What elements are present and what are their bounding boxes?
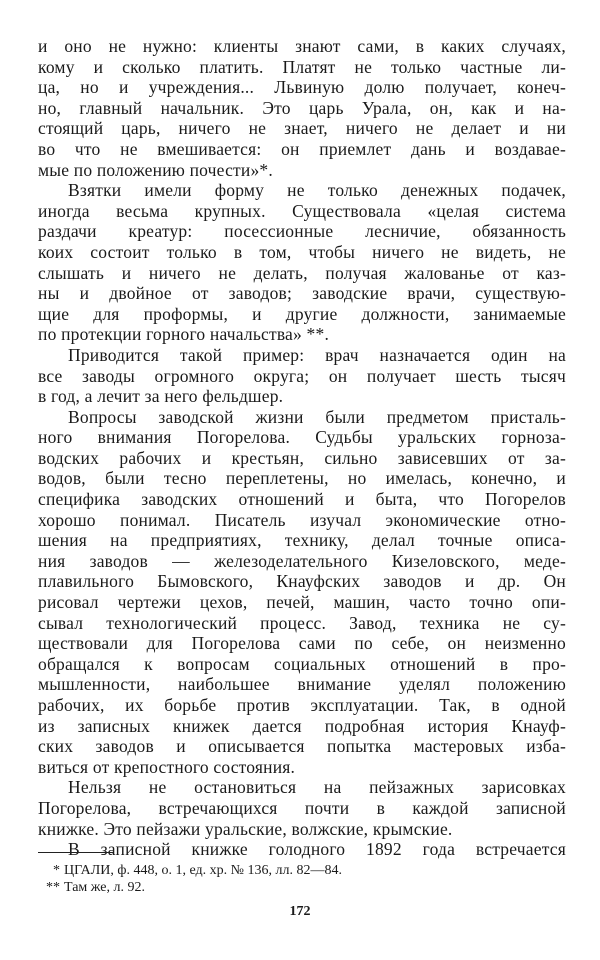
text-line: все заводы огромного округа; он получает шесть тысяч xyxy=(38,365,566,386)
text-line: плавильного Бымовского, Кнауфских заводов и др. Он xyxy=(38,571,566,592)
text-line: ного внимания Погорелова. Судьбы уральских горноза- xyxy=(38,427,566,448)
text-line: ны и двойное от заводов; заводские врачи, существую- xyxy=(38,283,566,304)
text-line: Нельзя не остановиться на пейзажных зарисовках xyxy=(68,777,566,798)
text-line: мышленности, наибольшее внимание уделял положению xyxy=(38,674,566,695)
text-line: обращался к вопросам социальных отношений в про- xyxy=(38,653,566,674)
text-line: рисовал чертежи цехов, печей, машин, часто точно опи- xyxy=(38,592,566,613)
text-line: слышать и ничего не делать, получая жалованье от каз- xyxy=(38,262,566,283)
text-line: коих состоит только в том, чтобы ничего не видеть, не xyxy=(38,241,566,262)
paragraph xyxy=(38,180,566,345)
footnote xyxy=(38,863,342,880)
paragraph xyxy=(38,36,566,180)
text-line: ца, но и учреждения... Львиную долю получает, конеч- xyxy=(38,77,566,98)
text-line: виться от крепостного состояния. xyxy=(38,756,296,777)
paragraph xyxy=(38,345,566,407)
text-line: кому и сколько платить. Платят не только частные ли- xyxy=(38,56,566,77)
text-line: В записной книжке голодного 1892 года встречается xyxy=(68,839,566,860)
footnotes xyxy=(38,863,342,896)
text-line: Взятки имели форму не только денежных подачек, xyxy=(68,180,566,201)
text-line: в год, а лечит за него фельдшер. xyxy=(38,386,284,407)
text-line: стоящий царь, ничего не знает, ничего не делает и ни xyxy=(38,118,566,139)
text-line: специфика заводских отношений и быта, что Погорелов xyxy=(38,489,566,510)
text-line: ских заводов и описывается попытка мастеровых изба- xyxy=(38,736,566,757)
footnote-divider xyxy=(38,852,113,853)
footnote xyxy=(38,880,342,897)
text-line: раздачи креатур: посессионные лесничие, обязанность xyxy=(38,221,566,242)
text-line: водских рабочих и крестьян, сильно зависевших от за- xyxy=(38,447,566,468)
text-line: мые по положению почести»*. xyxy=(38,159,273,180)
footnote-mark: ** xyxy=(46,879,60,895)
text-line: сывал технологический процесс. Завод, техника не су- xyxy=(38,612,566,633)
text-line: книжке. Это пейзажи уральские, волжские, крымские. xyxy=(38,818,453,839)
footnote-mark: * xyxy=(53,863,60,878)
page-number: 172 xyxy=(289,904,311,919)
paragraph xyxy=(38,777,566,839)
text-line: Погорелова, встречающихся почти в каждой записной xyxy=(38,797,566,818)
text-line: Вопросы заводской жизни были предметом присталь- xyxy=(68,406,566,427)
text-line: ществовали для Погорелова сами по себе, он неизменно xyxy=(38,633,566,654)
text-line: шения на предприятиях, технику, делал точные описа- xyxy=(38,530,566,551)
text-line: из записных книжек дается подробная история Кнауф- xyxy=(38,715,566,736)
paragraph xyxy=(38,839,566,860)
paragraph xyxy=(38,407,566,778)
body-text xyxy=(38,36,566,860)
text-line: щие для проформы, и другие должности, занимаемые xyxy=(38,303,566,324)
footnote-text: Там же, л. 92. xyxy=(64,879,145,895)
text-line: хорошо понимал. Писатель изучал экономические отно- xyxy=(38,509,566,530)
text-line: во что не вмешивается: он приемлет дань и воздавае- xyxy=(38,138,566,159)
text-line: Приводится такой пример: врач назначается один на xyxy=(68,344,566,365)
text-line: иногда весьма крупных. Существовала «целая система xyxy=(38,200,566,221)
text-line: ния заводов — железоделательного Кизеловского, меде- xyxy=(38,550,566,571)
text-line: и оно не нужно: клиенты знают сами, в каких случаях, xyxy=(38,36,566,56)
text-line: рабочих, их борьбе против эксплуатации. Так, в одной xyxy=(38,695,566,715)
footnote-text: ЦГАЛИ, ф. 448, о. 1, ед. хр. № 136, лл. 82—84. xyxy=(64,863,342,878)
text-line: но, главный начальник. Это царь Урала, он, как и на- xyxy=(38,97,566,118)
text-line: водов, были тесно переплетены, но имелась, конечно, и xyxy=(38,468,566,489)
text-line: по протекции горного начальства» **. xyxy=(38,324,330,345)
